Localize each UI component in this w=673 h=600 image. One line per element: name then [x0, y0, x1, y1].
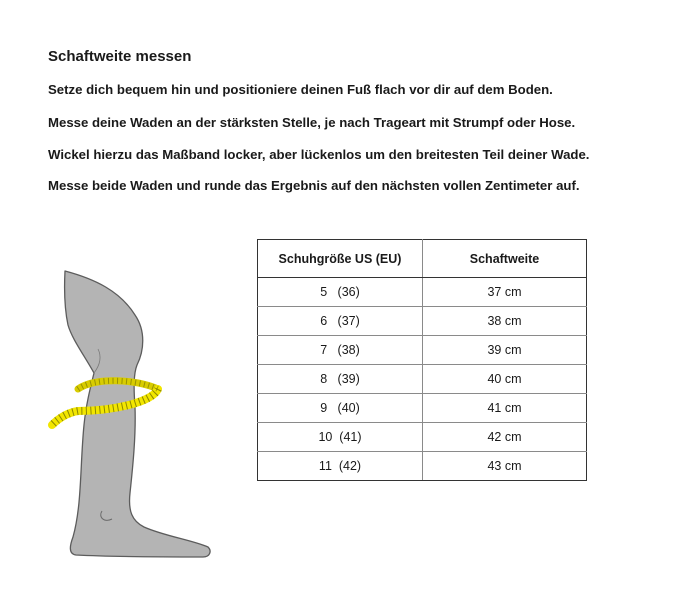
shoe-size-cell: 9 (40): [258, 394, 423, 423]
leg-measuring-tape-illustration: [40, 265, 230, 565]
shaft-width-cell: 39 cm: [423, 336, 587, 365]
shaft-width-cell: 41 cm: [423, 394, 587, 423]
table-row: [258, 394, 587, 423]
table-header-row: [258, 240, 587, 278]
column-header-shaft-width: Schaftweite: [423, 240, 587, 278]
column-header-shoe-size: Schuhgröße US (EU): [258, 240, 423, 278]
shoe-size-cell: 6 (37): [258, 307, 423, 336]
shaft-width-cell: 37 cm: [423, 278, 587, 307]
shaft-width-cell: 43 cm: [423, 452, 587, 481]
shoe-size-cell: 11 (42): [258, 452, 423, 481]
instruction-line: Messe deine Waden an der stärksten Stelle, je nach Trageart mit Strumpf oder Hose.: [48, 115, 576, 130]
instruction-line: Messe beide Waden und runde das Ergebnis auf den nächsten vollen Zentimeter auf.: [48, 178, 580, 193]
instruction-line: Wickel hierzu das Maßband locker, aber lückenlos um den breitesten Teil deiner Wade.: [48, 147, 590, 162]
shaft-width-cell: 40 cm: [423, 365, 587, 394]
table-row: [258, 365, 587, 394]
shoe-size-cell: 8 (39): [258, 365, 423, 394]
shoe-size-cell: 10 (41): [258, 423, 423, 452]
shoe-size-cell: 5 (36): [258, 278, 423, 307]
size-table: [257, 239, 587, 481]
shaft-width-cell: 38 cm: [423, 307, 587, 336]
table-row: [258, 336, 587, 365]
page-title: Schaftweite messen: [48, 48, 192, 65]
table-row: [258, 307, 587, 336]
shoe-size-cell: 7 (38): [258, 336, 423, 365]
table-row: [258, 423, 587, 452]
shaft-width-cell: 42 cm: [423, 423, 587, 452]
table-row: [258, 452, 587, 481]
instruction-line: Setze dich bequem hin und positioniere deinen Fuß flach vor dir auf dem Boden.: [48, 82, 553, 97]
table-row: [258, 278, 587, 307]
